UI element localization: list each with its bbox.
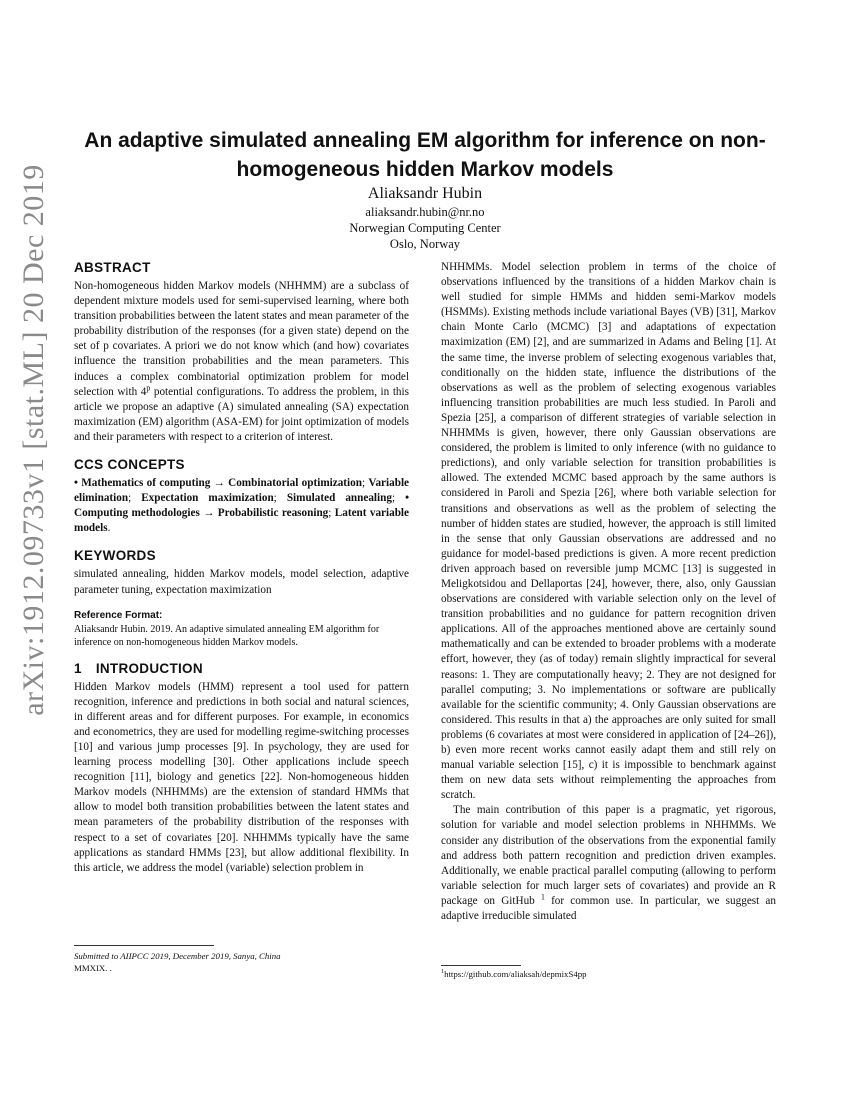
author-name: Aliaksandr Hubin — [367, 185, 483, 202]
ccs-concepts-section — [74, 457, 409, 536]
author-email: aliaksandr.hubin@nr.no — [365, 205, 485, 219]
footnote-marker: 1 — [540, 892, 545, 902]
body-text-part: The main contribution of this paper is a pragmatic, yet rigorous, solution for variable and model selection problems in NHHMMs. We consider any distribution of the observations from the exponential family and address both pattern recognition and prediction driven examples. Additionally, we enable practical parallel computing (allowing to perform variable selection for much larger sets of covariates) and provide an R package on GitHub — [441, 804, 776, 907]
footnote-mark: 1 — [441, 969, 445, 976]
reference-format-section — [74, 610, 409, 649]
submission-venue: Submitted to AIIPCC 2019, December 2019, Sanya, China — [74, 951, 281, 961]
left-column — [74, 260, 409, 888]
arxiv-identifier-stamp: arXiv:1912.09733v1 [stat.ML] 20 Dec 2019 — [17, 164, 50, 716]
reference-format-text: Aliaksandr Hubin. 2019. An adaptive simulated annealing EM algorithm for inference on non-homogeneous hidden Markov models. — [74, 623, 380, 648]
ccs-text — [74, 476, 409, 536]
page-footer — [74, 945, 409, 974]
abstract-text — [74, 279, 409, 445]
keywords-heading: KEYWORDS — [74, 548, 156, 564]
body-paragraph — [441, 803, 776, 924]
ccs-separator: . — [107, 522, 111, 535]
reference-format-heading: Reference Format: — [74, 609, 163, 621]
ccs-separator: ; — [273, 492, 287, 505]
ccs-concept: Simulated annealing — [286, 492, 392, 505]
author-block — [225, 184, 625, 252]
footnote-text — [441, 969, 776, 980]
ccs-separator: ; — [328, 507, 335, 520]
body-paragraph: NHHMMs. Model selection problem in terms of the choice of observations influenced by the transitions of a hidden Markov chain is well studied for simple HMMs and hidden semi-Markov models (HSMMs). Existing methods include variational Bayes (VB) [31], Markov chain Monte Carlo (MCMC) [3] and adaptations of expectation maximization (EM) [2], and are summarized in Adams and Beling [1]. At the same time, the inverse problem of selecting exogenous variables that, conditionally on the hidden state, influence the distributions of the observations as well as the problem of selecting exogenous variables influencing transition probabilities are much less studied. In Paroli and Spezia [25], a comparison of different strategies of variable selection in NHHMMs is given, however, there only Gaussian observations are considered, the problem is limited to only inference (with no guidance to predictions), and only variable selection for transition probabilities is allowed. The extended MCMC based approach by the same authors is considered in Paroli and Spezia [26], where both variable selection for transitions and observations as well as the problem of selecting the number of hidden states are studied, however, the approach is still limited in the sense that only Gaussian observations are addressed and no guidance for model-based predictions is given. A more recent prediction driven approach based on reversible jump MCMC [13] is suggested in Meligkotsidou and Dellaportas [24], however, there, also, only Gaussian observations are considered with variable selection only on the level of transition probabilities and no guidance for pattern recognition driven applications. All of the approaches mentioned above are certainly sound mathematically and can be extended to broader problems with a moderate effort, however, they (as of today) remain slightly impractical for several reasons: 1. They are computationally heavy; 2. They are not designed for parallel computing; 3. No implementations or software are publically available for the scientific community; 4. Only Gaussian observations are considered. This results in that a) the approaches are only suited for small problems (6 covariates at most were considered in application of [24–26]), b) even more recent works cannot easily adapt them and still rely on manual variable selection [15], c) it is impossible to benchmark against them on new data sets without reimplementing the approaches from scratch. — [441, 261, 776, 802]
ccs-concept: Latent variable models — [74, 507, 410, 535]
body-text-part: for common use. In particular, we suggest an adaptive irreducible simulated — [441, 894, 776, 923]
abstract-text-part: potential configurations. To address the problem, in this article we propose an adaptive (A) simulated annealing (SA) expectation maximization (EM) algorithm (ASA-EM) for joint optimization of models and their parameters with respect to a criterion of interest. — [74, 385, 409, 443]
footnote-rule — [441, 965, 521, 966]
footnote — [441, 965, 776, 980]
right-column — [441, 260, 776, 924]
footnote-url: https://github.com/aliaksah/depmixS4pp — [444, 969, 587, 979]
abstract-text-part: Non-homogeneous hidden Markov models (NHHMM) are a subclass of dependent mixture models used for semi-supervised learning, where both transition probabilities between the latent states and mean parameter of the probability distribution of the responses (for a given state) depend on the set of p covariates. A priori we do not know which (and how) covariates influence the transition probabilities and the mean parameters. This induces a complex combinatorial optimization problem for model selection with 4 — [74, 280, 409, 398]
ccs-concept: Expectation maximization — [141, 492, 274, 505]
ccs-concept: • Mathematics of computing → Combinatorial optimization — [74, 477, 362, 490]
section-title: INTRODUCTION — [95, 660, 203, 676]
keywords-text: simulated annealing, hidden Markov models, model selection, adaptive parameter tuning, expectation maximization — [74, 568, 409, 596]
introduction-heading — [74, 661, 409, 676]
ccs-separator: ; — [391, 492, 406, 505]
abstract-heading: ABSTRACT — [74, 260, 151, 275]
paper-title: An adaptive simulated annealing EM algorithm for inference on non-homogeneous hidden Markov models — [84, 129, 766, 182]
abstract-section — [74, 260, 409, 445]
ccs-separator: ; — [361, 477, 369, 490]
author-location: Oslo, Norway — [389, 237, 461, 251]
copyright-year: MMXIX. . — [74, 963, 112, 973]
keywords-section — [74, 548, 409, 597]
ccs-concept: • Computing methodologies → Probabilistic reasoning — [74, 492, 410, 520]
introduction-section — [74, 661, 409, 876]
introduction-text: Hidden Markov models (HMM) represent a tool used for pattern recognition, inference and predictions in both social and natural sciences, in different areas and for different purposes. For example, in economics and econometrics, they are used for modelling regime-switching processes [10] and various jump processes [9]. In psychology, they are used for learning process modelling [30]. Other applications include speech recognition [11], biology and genetics [22]. Non-homogeneous hidden Markov models (NHHMMs) are the extension of standard HMMs that allow to model both transition probabilities between the latent states and mean parameters of the probability distribution of the responses with respect to a set of covariates [20]. NHHMMs typically have the same applications as standard HMMs [23], but allow additional flexibility. In this article, we address the model (variable) selection problem in — [74, 680, 409, 874]
ccs-heading: CCS CONCEPTS — [74, 457, 185, 473]
ccs-separator: ; — [128, 492, 142, 505]
abstract-superscript: p — [146, 382, 151, 392]
section-number: 1 — [74, 660, 82, 676]
ccs-concept: Variable elimination — [74, 477, 410, 505]
author-affiliation: Norwegian Computing Center — [349, 221, 501, 235]
footer-rule — [74, 945, 214, 946]
